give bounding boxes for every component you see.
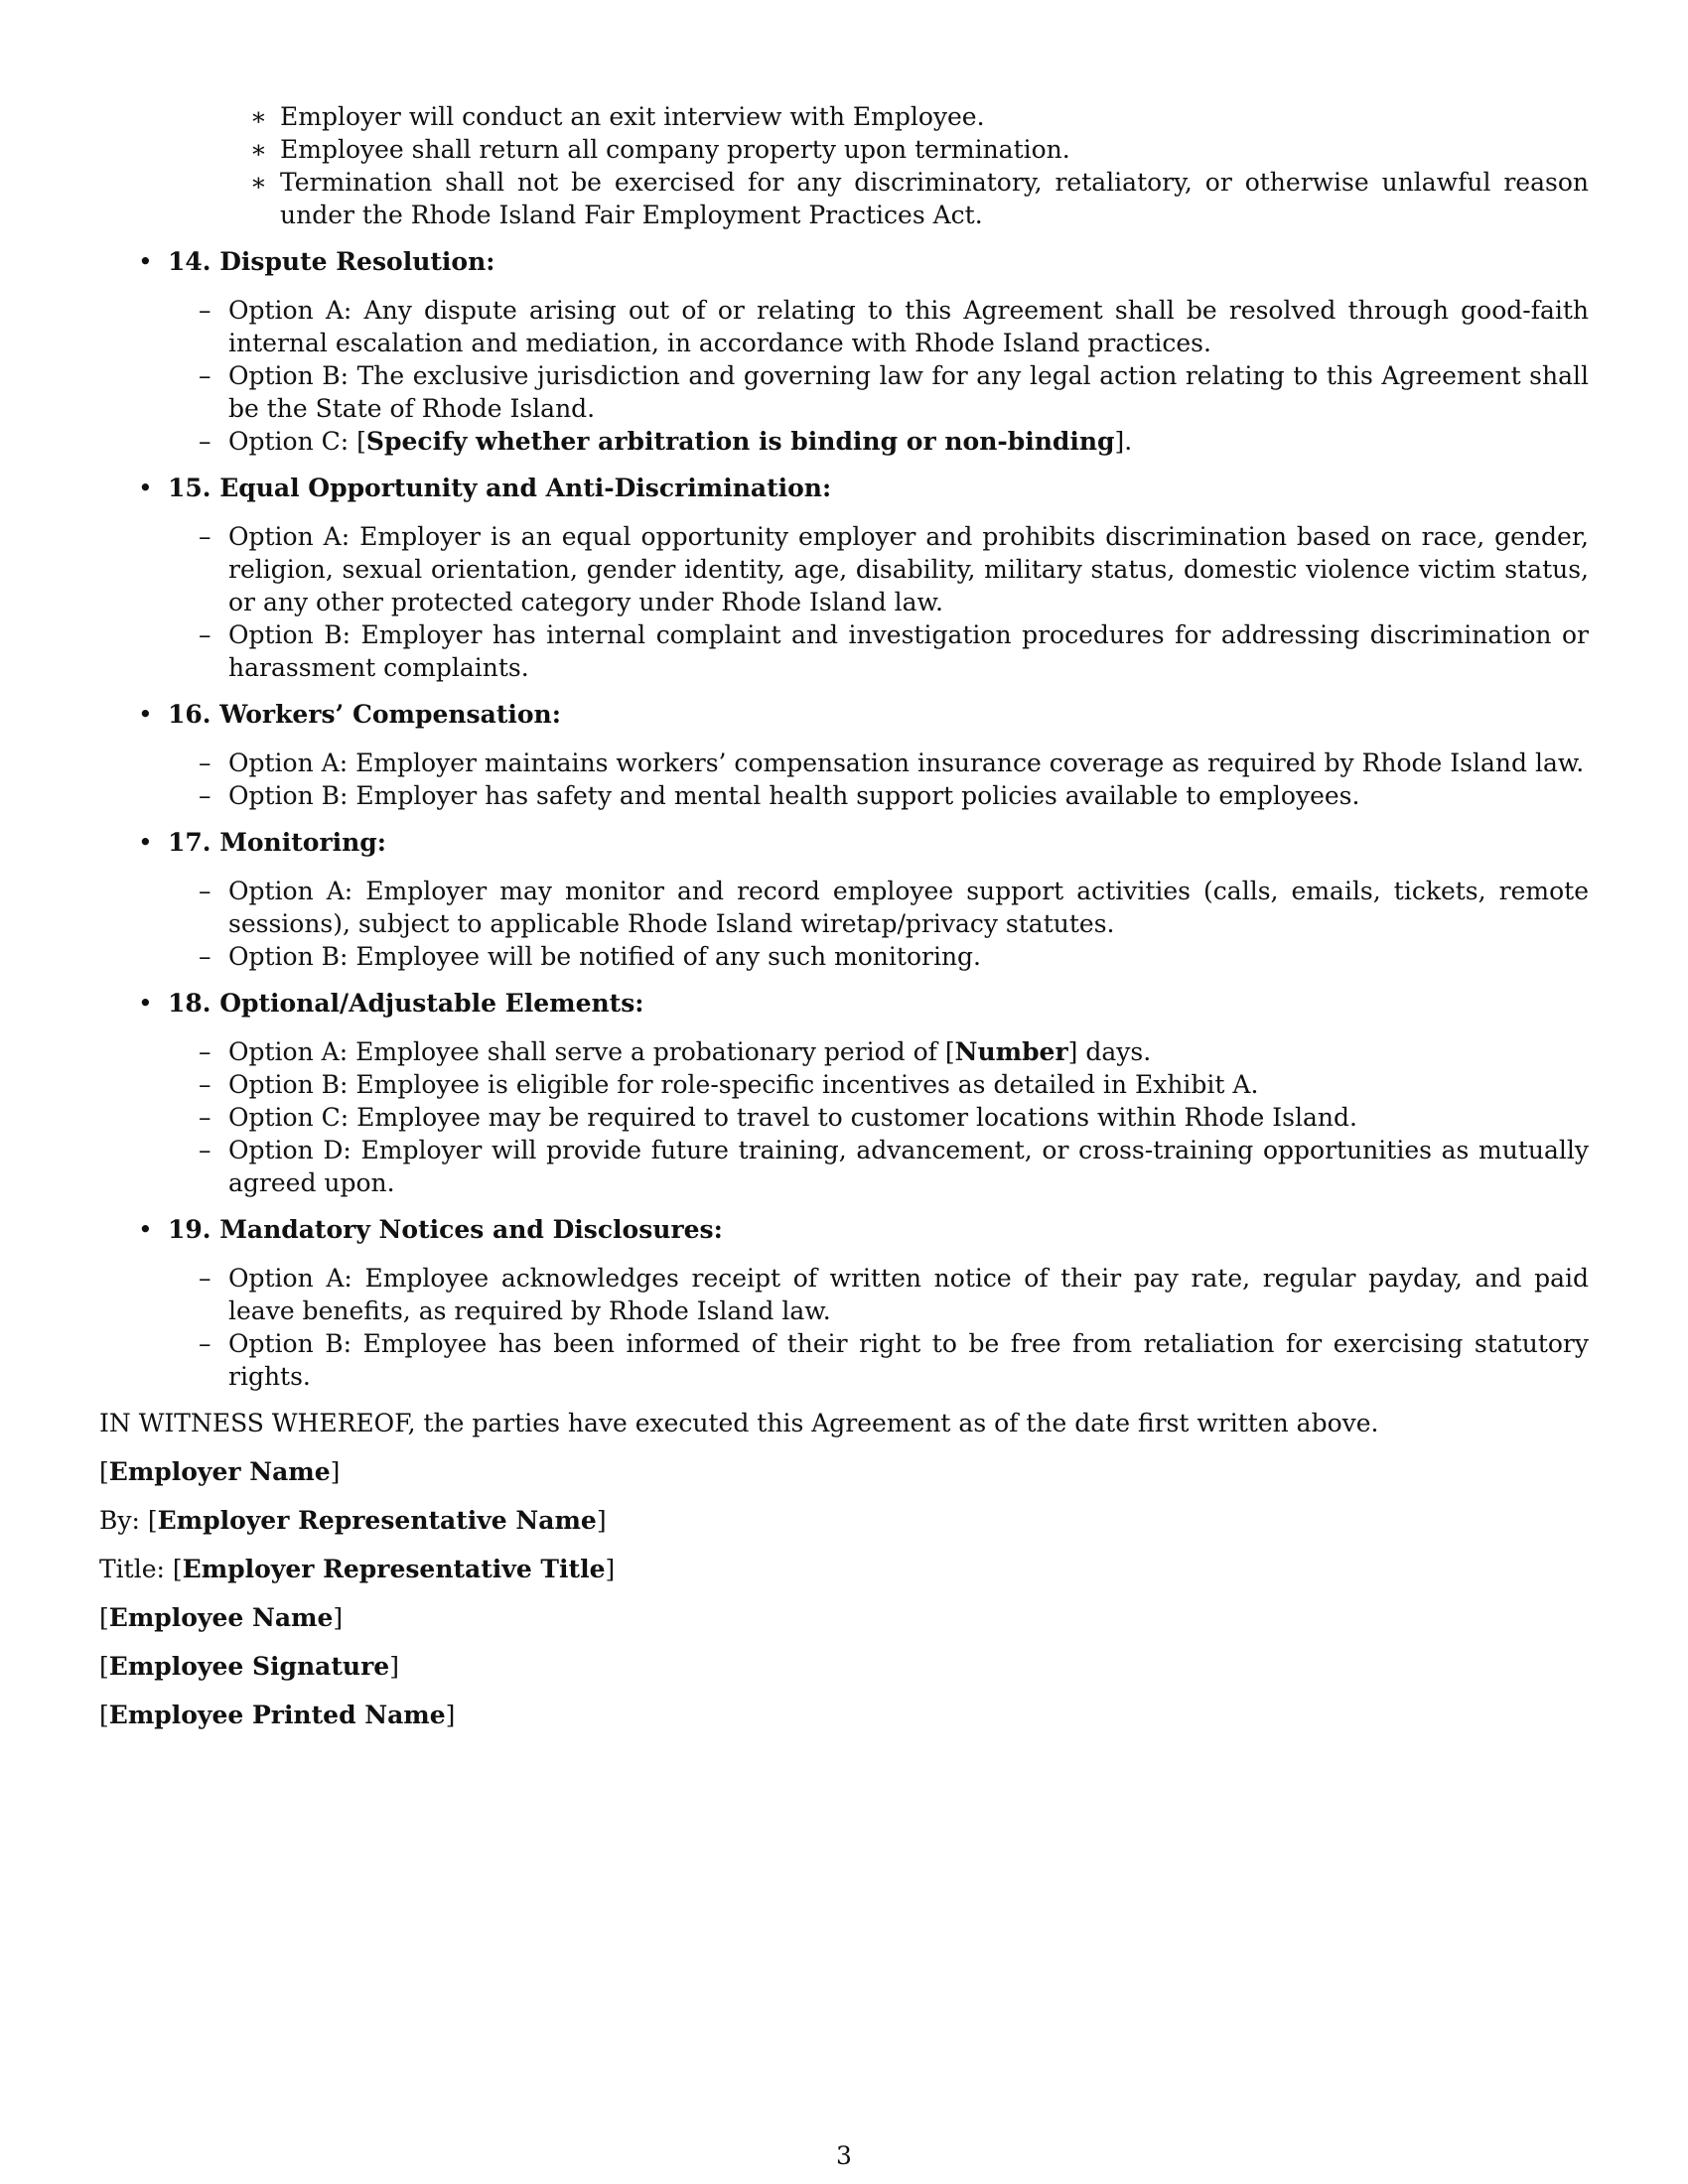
option-item: – Option B: Employer has safety and mental health support policies available to employees.: [228, 779, 1589, 812]
section-equal-opportunity: [99, 472, 1589, 684]
document-page: [99, 100, 1589, 1731]
option-item: – Option B: Employee will be notified of any such monitoring.: [228, 940, 1589, 973]
section-title: • 16. Workers’ Compensation:: [168, 698, 1589, 731]
option-item: – Option A: Any dispute arising out of or relating to this Agreement shall be resolved through good-faith internal escalation and mediation, in accordance with Rhode Island practices.: [228, 294, 1589, 359]
employee-name: Employee Name: [108, 1603, 334, 1632]
representative-title-line: Title: [Employer Representative Title]: [99, 1555, 616, 1583]
list-item: ∗ Termination shall not be exercised for any discriminatory, retaliatory, or otherwise unlawful reason under the Rhode Island Fair Employment Practices Act.: [280, 166, 1589, 231]
option-item: – Option A: Employer maintains workers’ compensation insurance coverage as required by Rhode Island law.: [228, 747, 1589, 779]
section-monitoring: [99, 826, 1589, 973]
employer-name: Employer Name: [108, 1457, 331, 1486]
section-mandatory-notices: [99, 1213, 1589, 1393]
representative-name: Employer Representative Name: [157, 1506, 597, 1535]
option-text: ].: [1114, 427, 1133, 456]
section-title: • 18. Optional/Adjustable Elements:: [168, 987, 1589, 1020]
section-title: • 15. Equal Opportunity and Anti-Discrimination:: [168, 472, 1589, 504]
representative-title: Employer Representative Title: [182, 1555, 606, 1583]
employee-name-line: [Employee Name]: [99, 1603, 344, 1632]
option-item: – Option B: The exclusive jurisdiction and governing law for any legal action relating to this Agreement shall be the State of Rhode Island.: [228, 359, 1589, 425]
option-item: – Option A: Employer may monitor and record employee support activities (calls, emails, tickets, remote sessions), subject to applicable Rhode Island wiretap/privacy statutes.: [228, 875, 1589, 940]
option-item: – Option C: Employee may be required to travel to customer locations within Rhode Island.: [228, 1101, 1589, 1134]
option-list: [228, 1035, 1589, 1199]
option-list: [228, 294, 1589, 458]
by-label: By:: [99, 1506, 140, 1535]
section-title: • 19. Mandatory Notices and Disclosures:: [168, 1213, 1589, 1246]
option-text: Option C: [: [228, 427, 366, 456]
representative-name-line: By: [Employer Representative Name]: [99, 1506, 607, 1535]
section-workers-compensation: [99, 698, 1589, 812]
section-title: • 17. Monitoring:: [168, 826, 1589, 859]
option-item: – Option B: Employee has been informed of their right to be free from retaliation for exercising statutory rights.: [228, 1327, 1589, 1393]
option-item: – Option D: Employer will provide future training, advancement, or cross-training opportunities as mutually agreed upon.: [228, 1134, 1589, 1199]
option-list: [228, 1262, 1589, 1393]
list-item: ∗ Employer will conduct an exit interview with Employee.: [280, 100, 1589, 133]
option-item: – Option B: Employee is eligible for role-specific incentives as detailed in Exhibit A.: [228, 1068, 1589, 1101]
option-text: Option A: Employee shall serve a probationary period of [: [228, 1037, 955, 1066]
employee-printed-name-line: [Employee Printed Name]: [99, 1701, 456, 1729]
employer-name-line: [Employer Name]: [99, 1457, 341, 1486]
section-dispute-resolution: [99, 245, 1589, 458]
list-item: ∗ Employee shall return all company property upon termination.: [280, 133, 1589, 166]
placeholder-text: Specify whether arbitration is binding or non-binding: [365, 427, 1115, 456]
termination-list: [280, 100, 1589, 231]
option-item: [228, 1035, 1589, 1068]
employee-printed-name: Employee Printed Name: [108, 1701, 446, 1729]
employee-signature: Employee Signature: [108, 1652, 390, 1681]
employee-signature-line: [Employee Signature]: [99, 1652, 399, 1681]
option-item: – Option A: Employer is an equal opportunity employer and prohibits discrimination based on race, gender, religion, sexual orientation, gender identity, age, disability, military status, domestic violence victim status, or any other protected category under Rhode Island law.: [228, 520, 1589, 618]
section-title: • 14. Dispute Resolution:: [168, 245, 1589, 278]
option-list: [228, 875, 1589, 973]
page-number: 3: [836, 2141, 852, 2170]
option-item: – Option B: Employer has internal complaint and investigation procedures for addressing discrimination or harassment complaints.: [228, 618, 1589, 684]
title-label: Title:: [99, 1555, 165, 1583]
placeholder-text: Number: [954, 1037, 1068, 1066]
section-optional-elements: [99, 987, 1589, 1199]
witness-statement: IN WITNESS WHEREOF, the parties have executed this Agreement as of the date first written above.: [99, 1409, 1379, 1437]
option-item: – Option A: Employee acknowledges receipt of written notice of their pay rate, regular payday, and paid leave benefits, as required by Rhode Island law.: [228, 1262, 1589, 1327]
option-item: [228, 425, 1589, 458]
option-list: [228, 520, 1589, 684]
option-text: ] days.: [1067, 1037, 1152, 1066]
option-list: [228, 747, 1589, 812]
